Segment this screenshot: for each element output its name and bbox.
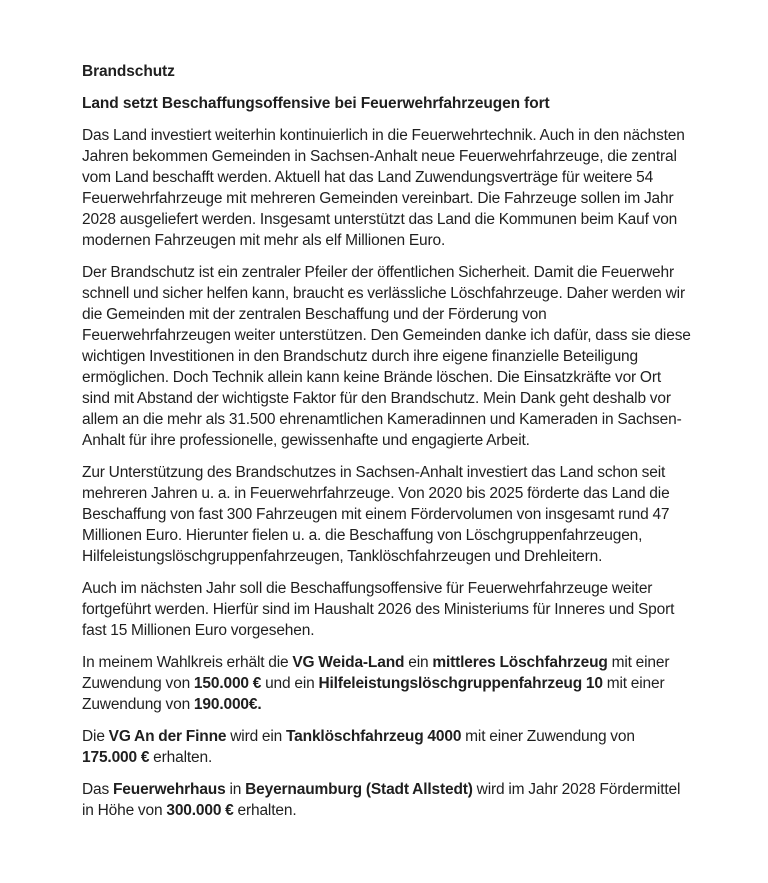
- text-run-bold: Beyernaumburg (Stadt Allstedt): [245, 781, 473, 798]
- text-run-bold: Hilfeleistungslöschgruppenfahrzeug 10: [318, 675, 603, 692]
- text-run: wird im Jahr 2028 Fördermittel in Höhe von: [82, 781, 681, 819]
- document-subtitle: Land setzt Beschaffungsoffensive bei Feuerwehrfahrzeugen fort: [82, 95, 550, 112]
- text-run: ein: [404, 654, 433, 671]
- paragraph-haushalt-2026: Auch im nächsten Jahr soll die Beschaffungsoffensive für Feuerwehrfahrzeuge weiter fortgeführt werden. Hierfür sind im Haushalt 2026 des Ministeriums für Inneres und Sport fast 15 Millionen Euro vorgesehen.: [82, 580, 675, 639]
- paragraph-foerderung-2020-2025: Zur Unterstützung des Brandschutzes in Sachsen-Anhalt investiert das Land schon seit mehreren Jahren u. a. in Feuerwehrfahrzeuge. Von 2020 bis 2025 förderte das Land die Beschaffung von fast 300 Fahrzeugen mit einem Fördervolumen von insgesamt rund 47 Millionen Euro. Hierunter fielen u. a. die Beschaffung von Löschgruppenfahrzeugen, Hilfeleistungslöschgruppenfahrzeugen, Tanklöschfahrzeugen und Drehleitern.: [82, 464, 670, 565]
- paragraph-feuerwehrhaus-beyernaumburg: [82, 779, 692, 821]
- text-run-bold: Feuerwehrhaus: [112, 781, 226, 798]
- paragraph-investment-overview: Das Land investiert weiterhin kontinuierlich in die Feuerwehrtechnik. Auch in den nächsten Jahren bekommen Gemeinden in Sachsen-Anhalt neue Feuerwehrfahrzeuge, die zentral vom Land beschafft werden. Aktuell hat das Land Zuwendungsverträge für weitere 54 Feuerwehrfahrzeuge mit mehreren Gemeinden vereinbart. Die Fahrzeuge sollen im Jahr 2028 ausgeliefert werden. Insgesamt unterstützt das Land die Kommunen beim Kauf von modernen Fahrzeugen mit mehr als elf Millionen Euro.: [82, 127, 685, 249]
- text-run: wird ein: [226, 728, 286, 745]
- text-run-bold: 175.000 €: [82, 749, 150, 766]
- text-run: in: [225, 781, 246, 798]
- text-run-bold: VG An der Finne: [108, 728, 227, 745]
- text-run-bold: 190.000€.: [193, 696, 262, 713]
- text-run-bold: mittleres Löschfahrzeug: [432, 654, 608, 671]
- text-run-bold: VG Weida-Land: [292, 654, 405, 671]
- text-run: und ein: [261, 675, 319, 692]
- paragraph-wahlkreis-weida-land: [82, 652, 692, 715]
- text-run: mit einer Zuwendung von: [461, 728, 635, 745]
- text-run-bold: Tanklöschfahrzeug 4000: [286, 728, 462, 745]
- text-run: mit einer Zuwendung von: [82, 654, 670, 692]
- text-run: erhalten.: [233, 802, 297, 819]
- text-run: In meinem Wahlkreis erhält die: [82, 654, 293, 671]
- text-run: mit einer Zuwendung von: [82, 675, 665, 713]
- paragraph-vg-an-der-finne: [82, 726, 692, 768]
- text-run-bold: 150.000 €: [193, 675, 262, 692]
- document-title: Brandschutz: [82, 63, 175, 80]
- paragraph-brandschutz-pfeiler: Der Brandschutz ist ein zentraler Pfeiler der öffentlichen Sicherheit. Damit die Feuerwehr schnell und sicher helfen kann, braucht es verlässliche Löschfahrzeuge. Daher werden wir die Gemeinden mit der zentralen Beschaffung und der Förderung von Feuerwehrfahrzeugen weiter unterstützen. Den Gemeinden danke ich dafür, dass sie diese wichtigen Investitionen in den Brandschutz durch ihre eigene finanzielle Beteiligung ermöglichen. Doch Technik allein kann keine Brände löschen. Die Einsatzkräfte vor Ort sind mit Abstand der wichtigste Faktor für den Brandschutz. Mein Dank geht deshalb vor allem an die mehr als 31.500 ehrenamtlichen Kameradinnen und Kameraden in Sachsen-Anhalt für ihre professionelle, gewissenhafte und engagierte Arbeit.: [82, 264, 691, 449]
- text-run-bold: 300.000 €: [166, 802, 234, 819]
- text-run: Die: [82, 728, 109, 745]
- text-run: erhalten.: [149, 749, 213, 766]
- text-run: Das: [82, 781, 113, 798]
